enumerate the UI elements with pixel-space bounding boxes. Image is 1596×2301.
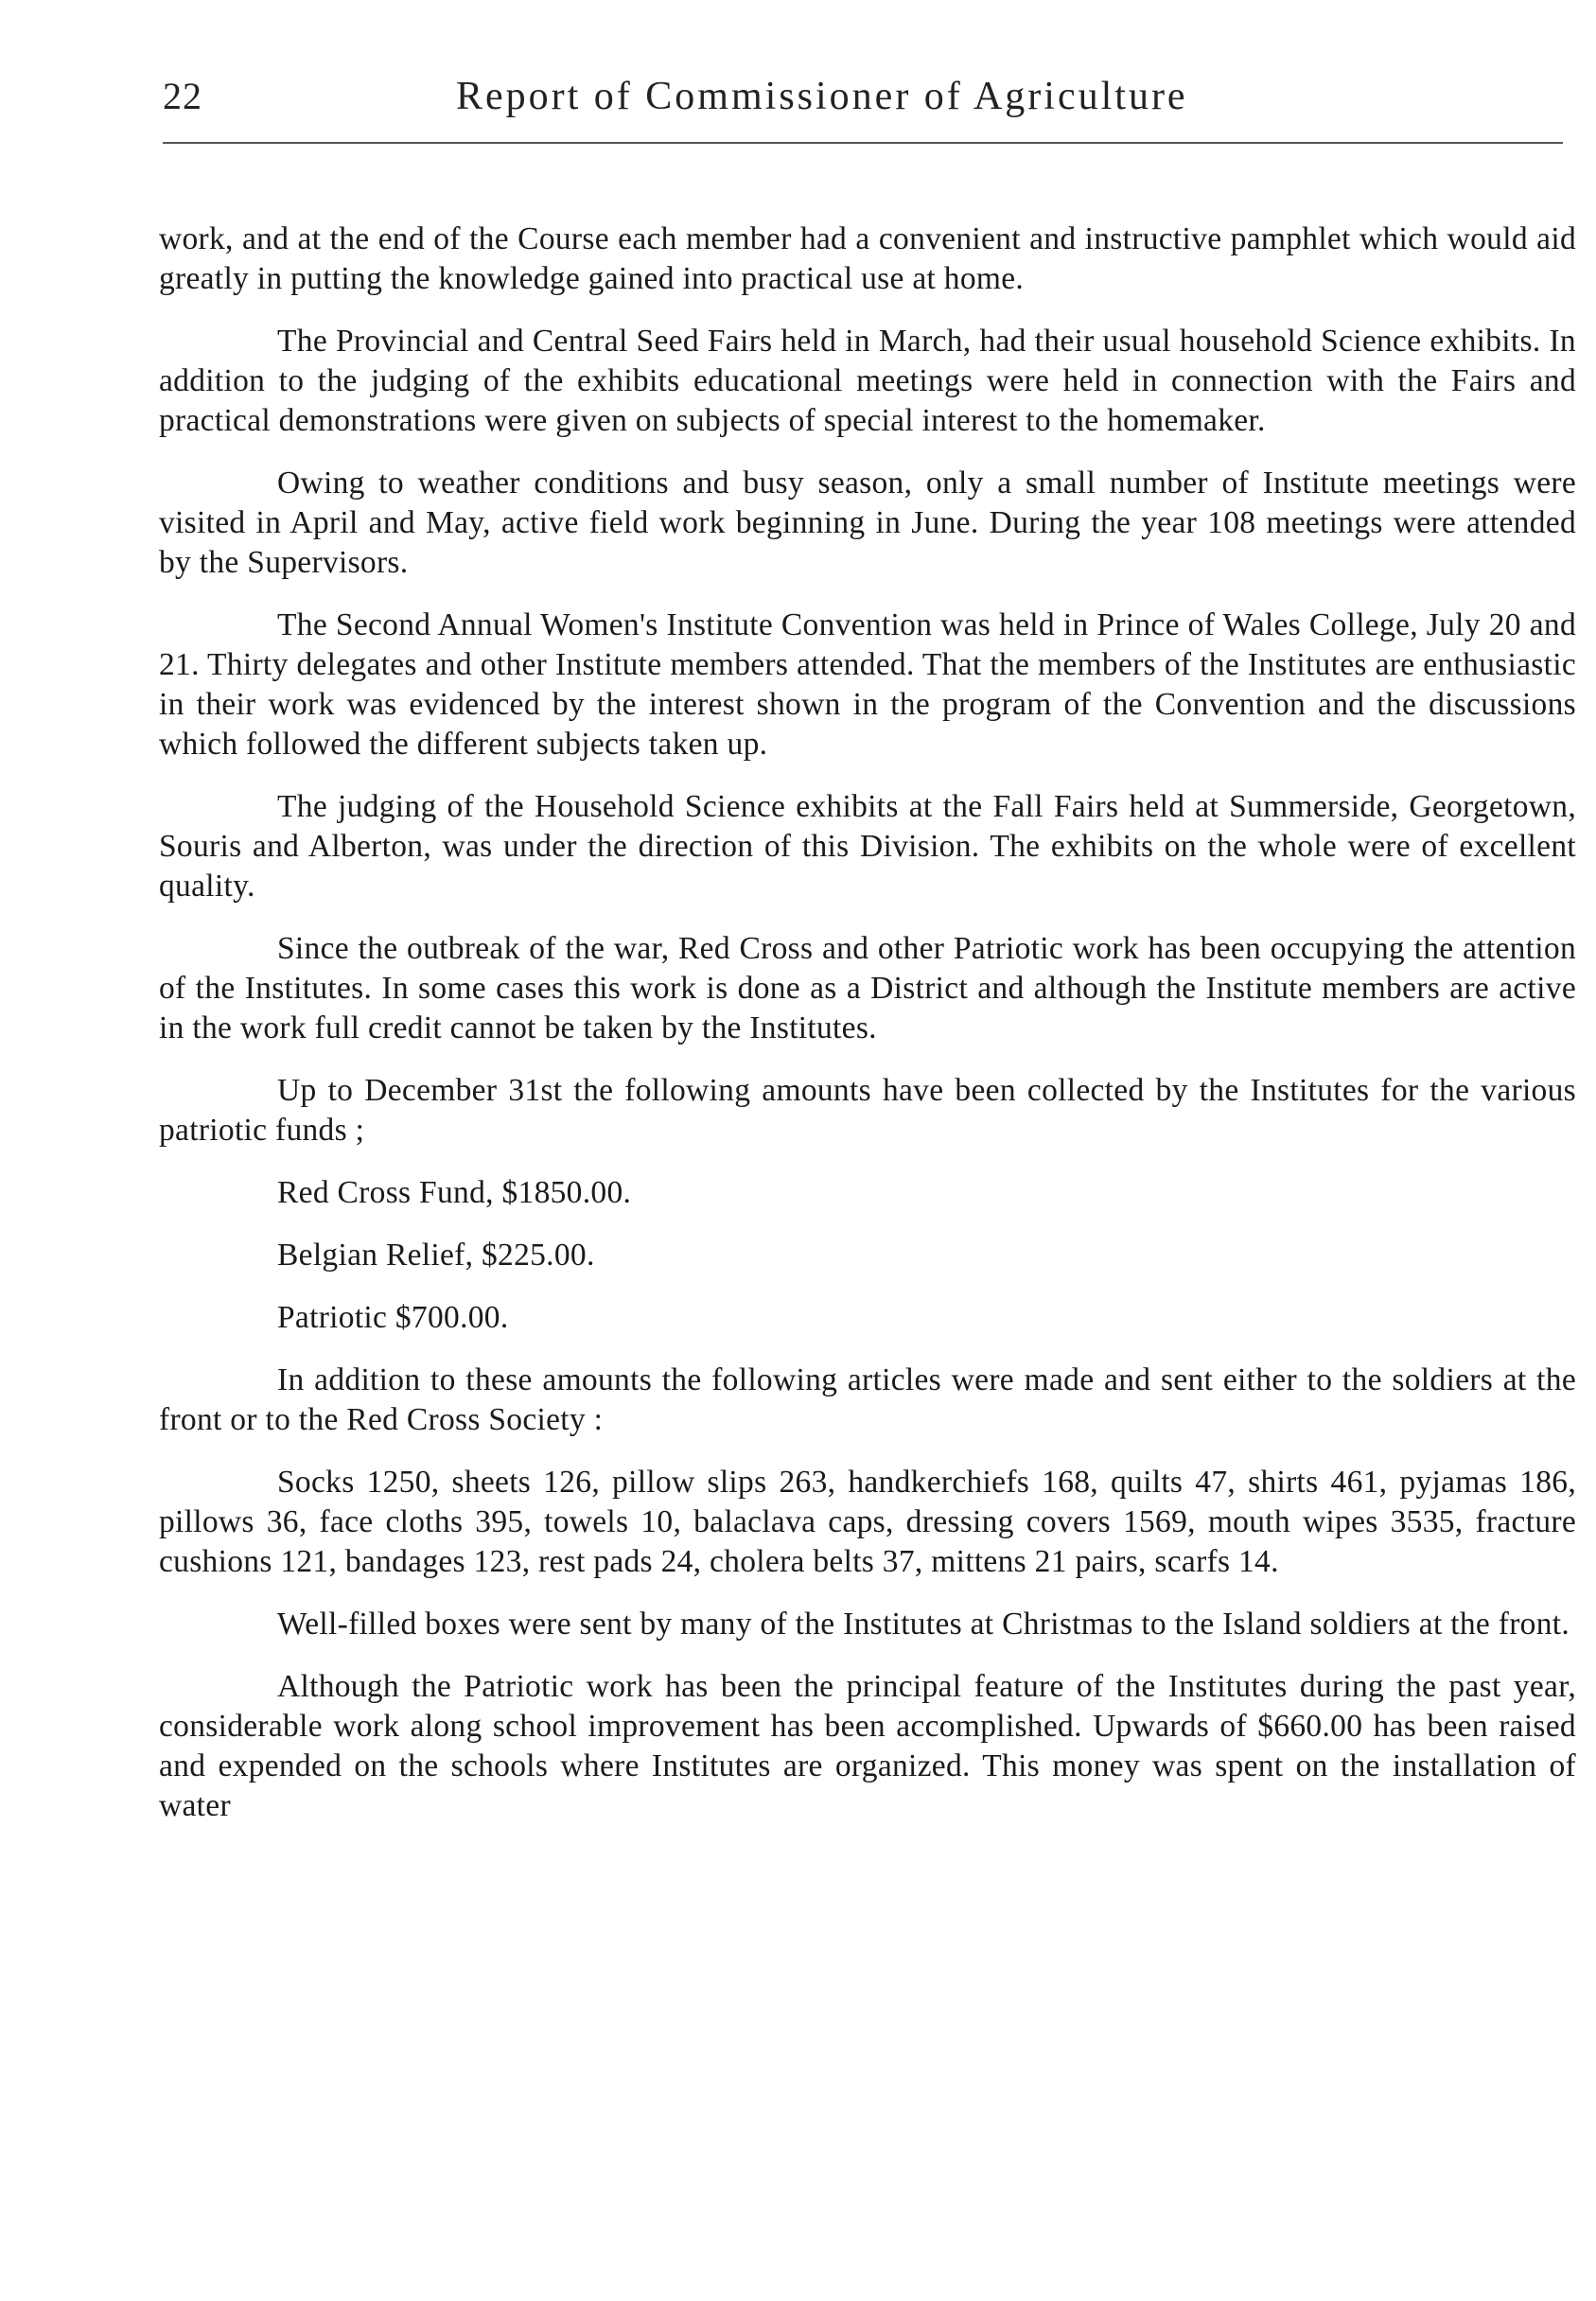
page-number: 22 (163, 75, 202, 117)
paragraph-seed-fairs: The Provincial and Central Seed Fairs held in March, had their usual household Science exhibits. In addition to the judging of the exhibits educational meetings were held in connection with the Fairs and practical demonstrations were given on subjects of special interest to the homemaker. (159, 324, 1576, 438)
fund-item-patriotic: Patriotic $700.00. (277, 1300, 509, 1335)
paragraph-school-improvement: Although the Patriotic work has been the principal feature of the Institutes during the past year, considerable work along school improvement has been accomplished. Upwards of $660.00 has been raised and expended on the schools where Institutes are organized. This money was spent on the installation of water (159, 1669, 1576, 1823)
page-header (163, 74, 1572, 131)
paragraph-convention: The Second Annual Women's Institute Convention was held in Prince of Wales College, July 20 and 21. Thirty delegates and other Institute members attended. That the members of the Institutes are enthusiastic in their work was evidenced by the interest shown in the program of the Convention and the discussions which followed the different subjects taken up. (159, 607, 1576, 762)
fund-item-red-cross: Red Cross Fund, $1850.00. (277, 1175, 632, 1210)
paragraph-articles-intro: In addition to these amounts the following articles were made and sent either to the soldiers at the front or to the Red Cross Society : (159, 1362, 1576, 1437)
paragraph-institute-meetings: Owing to weather conditions and busy season, only a small number of Institute meetings were visited in April and May, active field work beginning in June. During the year 108 meetings were attended by the Supervisors. (159, 465, 1576, 580)
paragraph-fall-fairs: The judging of the Household Science exhibits at the Fall Fairs held at Summerside, Georgetown, Souris and Alberton, was under the direction of this Division. The exhibits on the whole were of excellent quality. (159, 789, 1576, 904)
header-rule (163, 142, 1563, 144)
paragraph-continuation: work, and at the end of the Course each member had a convenient and instructive pamphlet which would aid greatly in putting the knowledge gained into practical use at home. (159, 221, 1576, 296)
running-title: Report of Commissioner of Agriculture (456, 75, 1188, 118)
body-text (159, 220, 1576, 1849)
fund-item-belgian-relief: Belgian Relief, $225.00. (277, 1238, 595, 1273)
paragraph-articles-list: Socks 1250, sheets 126, pillow slips 263, handkerchiefs 168, quilts 47, shirts 461, pyjamas 186, pillows 36, face cloths 395, towels 10, balaclava caps, dressing covers 1569, mouth wipes 3535, fracture cushions 121, bandages 123, rest pads 24, cholera belts 37, mittens 21 pairs, scarfs 14. (159, 1465, 1576, 1579)
paragraph-patriotic-work: Since the outbreak of the war, Red Cross and other Patriotic work has been occupying the attention of the Institutes. In some cases this work is done as a District and although the Institute members are active in the work full credit cannot be taken by the Institutes. (159, 931, 1576, 1045)
paragraph-funds-intro: Up to December 31st the following amounts have been collected by the Institutes for the various patriotic funds ; (159, 1073, 1576, 1148)
paragraph-christmas-boxes: Well-filled boxes were sent by many of the Institutes at Christmas to the Island soldiers at the front. (277, 1607, 1570, 1642)
